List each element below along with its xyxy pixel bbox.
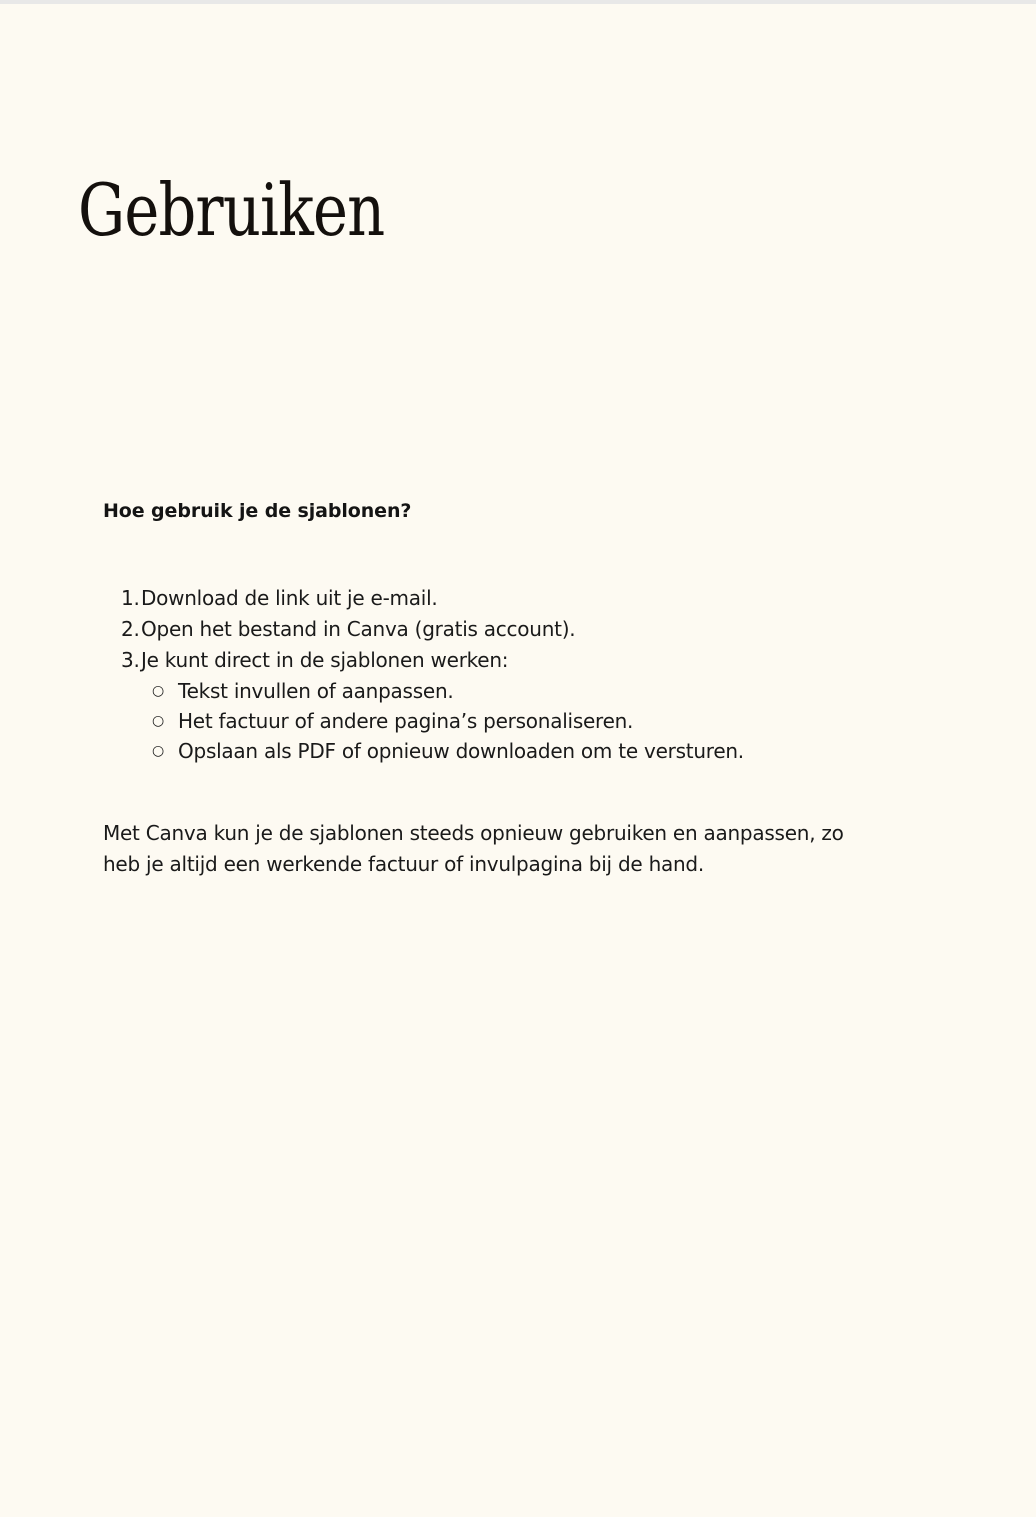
list-item xyxy=(103,583,903,614)
document-page xyxy=(0,4,1036,1517)
list-item xyxy=(103,614,903,645)
circle-bullet-icon: ○ xyxy=(152,713,164,729)
sub-item-text: Het factuur of andere pagina’s personaliseren. xyxy=(178,709,634,733)
circle-bullet-icon: ○ xyxy=(152,683,164,699)
step-text: Je kunt direct in de sjablonen werken: xyxy=(141,648,509,672)
step-marker: 2. xyxy=(121,617,140,641)
list-item xyxy=(103,736,903,766)
steps-list xyxy=(103,583,903,766)
document-body xyxy=(103,498,903,880)
closing-paragraph: Met Canva kun je de sjablonen steeds opnieuw gebruiken en aanpassen, zo heb je altijd een werkende factuur of invulpagina bij de hand. xyxy=(103,821,844,876)
list-item xyxy=(103,645,903,676)
page-title: Gebruiken xyxy=(78,168,385,253)
section-heading: Hoe gebruik je de sjablonen? xyxy=(103,500,412,522)
step-text: Download de link uit je e-mail. xyxy=(141,586,438,610)
sub-list-container xyxy=(103,676,903,766)
sub-list xyxy=(103,676,903,766)
list-item xyxy=(103,676,903,706)
step-marker: 3. xyxy=(121,648,140,672)
circle-bullet-icon: ○ xyxy=(152,743,164,759)
sub-item-text: Tekst invullen of aanpassen. xyxy=(178,679,454,703)
step-marker: 1. xyxy=(121,586,140,610)
sub-item-text: Opslaan als PDF of opnieuw downloaden om te versturen. xyxy=(178,739,744,763)
list-item xyxy=(103,706,903,736)
step-text: Open het bestand in Canva (gratis account). xyxy=(141,617,576,641)
